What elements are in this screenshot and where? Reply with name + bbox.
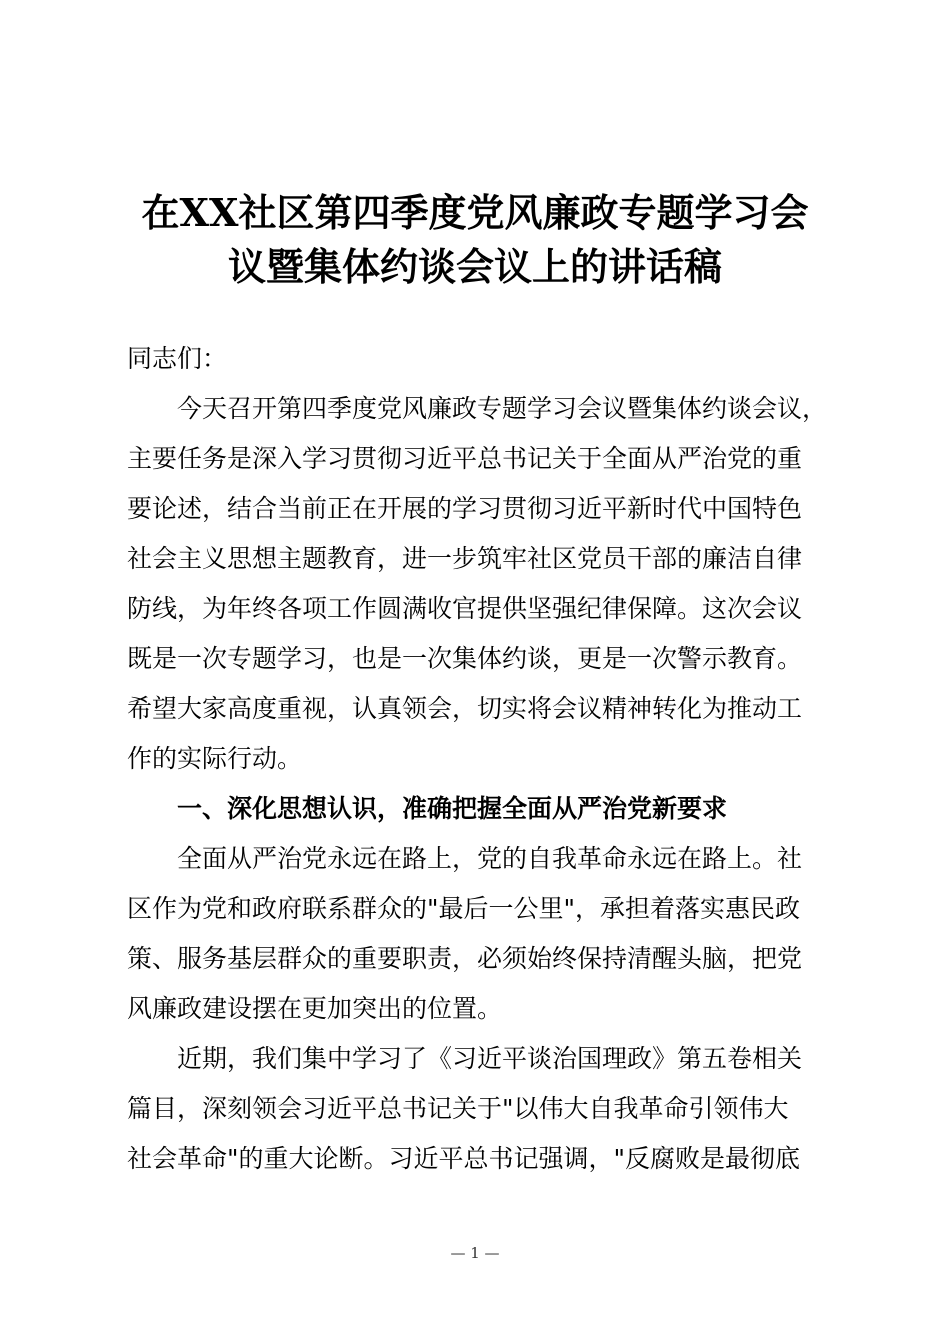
section-heading: 一、深化思想认识，准确把握全面从严治党新要求	[177, 794, 728, 823]
text-line: 要论述，结合当前正在开展的学习贯彻习近平新时代中国特色	[127, 494, 803, 523]
text-line: 社会主义思想主题教育，进一步筑牢社区党员干部的廉洁自律	[127, 544, 803, 573]
document-title	[100, 186, 850, 294]
text-line: 策、服务基层群众的重要职责，必须始终保持清醒头脑，把党	[127, 944, 803, 973]
text-line: 主要任务是深入学习贯彻习近平总书记关于全面从严治党的重	[127, 444, 803, 473]
text-line: 希望大家高度重视，认真领会，切实将会议精神转化为推动工	[127, 694, 803, 723]
text-line: 近期，我们集中学习了《习近平谈治国理政》第五卷相关	[177, 1044, 803, 1073]
text-line: 社会革命"的重大论断。习近平总书记强调，"反腐败是最彻底	[127, 1144, 801, 1173]
title-line-1: 在XX社区第四季度党风廉政专题学习会	[141, 190, 809, 235]
text-line: 防线，为年终各项工作圆满收官提供坚强纪律保障。这次会议	[127, 594, 803, 623]
salutation: 同志们：	[127, 344, 228, 373]
text-line: 风廉政建设摆在更加突出的位置。	[127, 994, 503, 1023]
section-paragraph-2	[127, 1034, 827, 1184]
text-line: 全面从严治党永远在路上，党的自我革命永远在路上。社	[177, 844, 803, 873]
text-line: 今天召开第四季度党风廉政专题学习会议暨集体约谈会议，	[177, 394, 828, 423]
text-line: 作的实际行动。	[127, 744, 303, 773]
text-line: 区作为党和政府联系群众的"最后一公里"，承担着落实惠民政	[127, 894, 801, 923]
text-line: 篇目，深刻领会习近平总书记关于"以伟大自我革命引领伟大	[127, 1094, 789, 1123]
section-paragraph-1	[127, 834, 827, 1034]
document-body	[127, 334, 827, 1184]
text-line: 既是一次专题学习，也是一次集体约谈，更是一次警示教育。	[127, 644, 803, 673]
title-line-2: 议暨集体约谈会议上的讲话稿	[227, 244, 722, 289]
page-number: — 1 —	[450, 1244, 500, 1262]
intro-paragraph	[127, 384, 827, 784]
